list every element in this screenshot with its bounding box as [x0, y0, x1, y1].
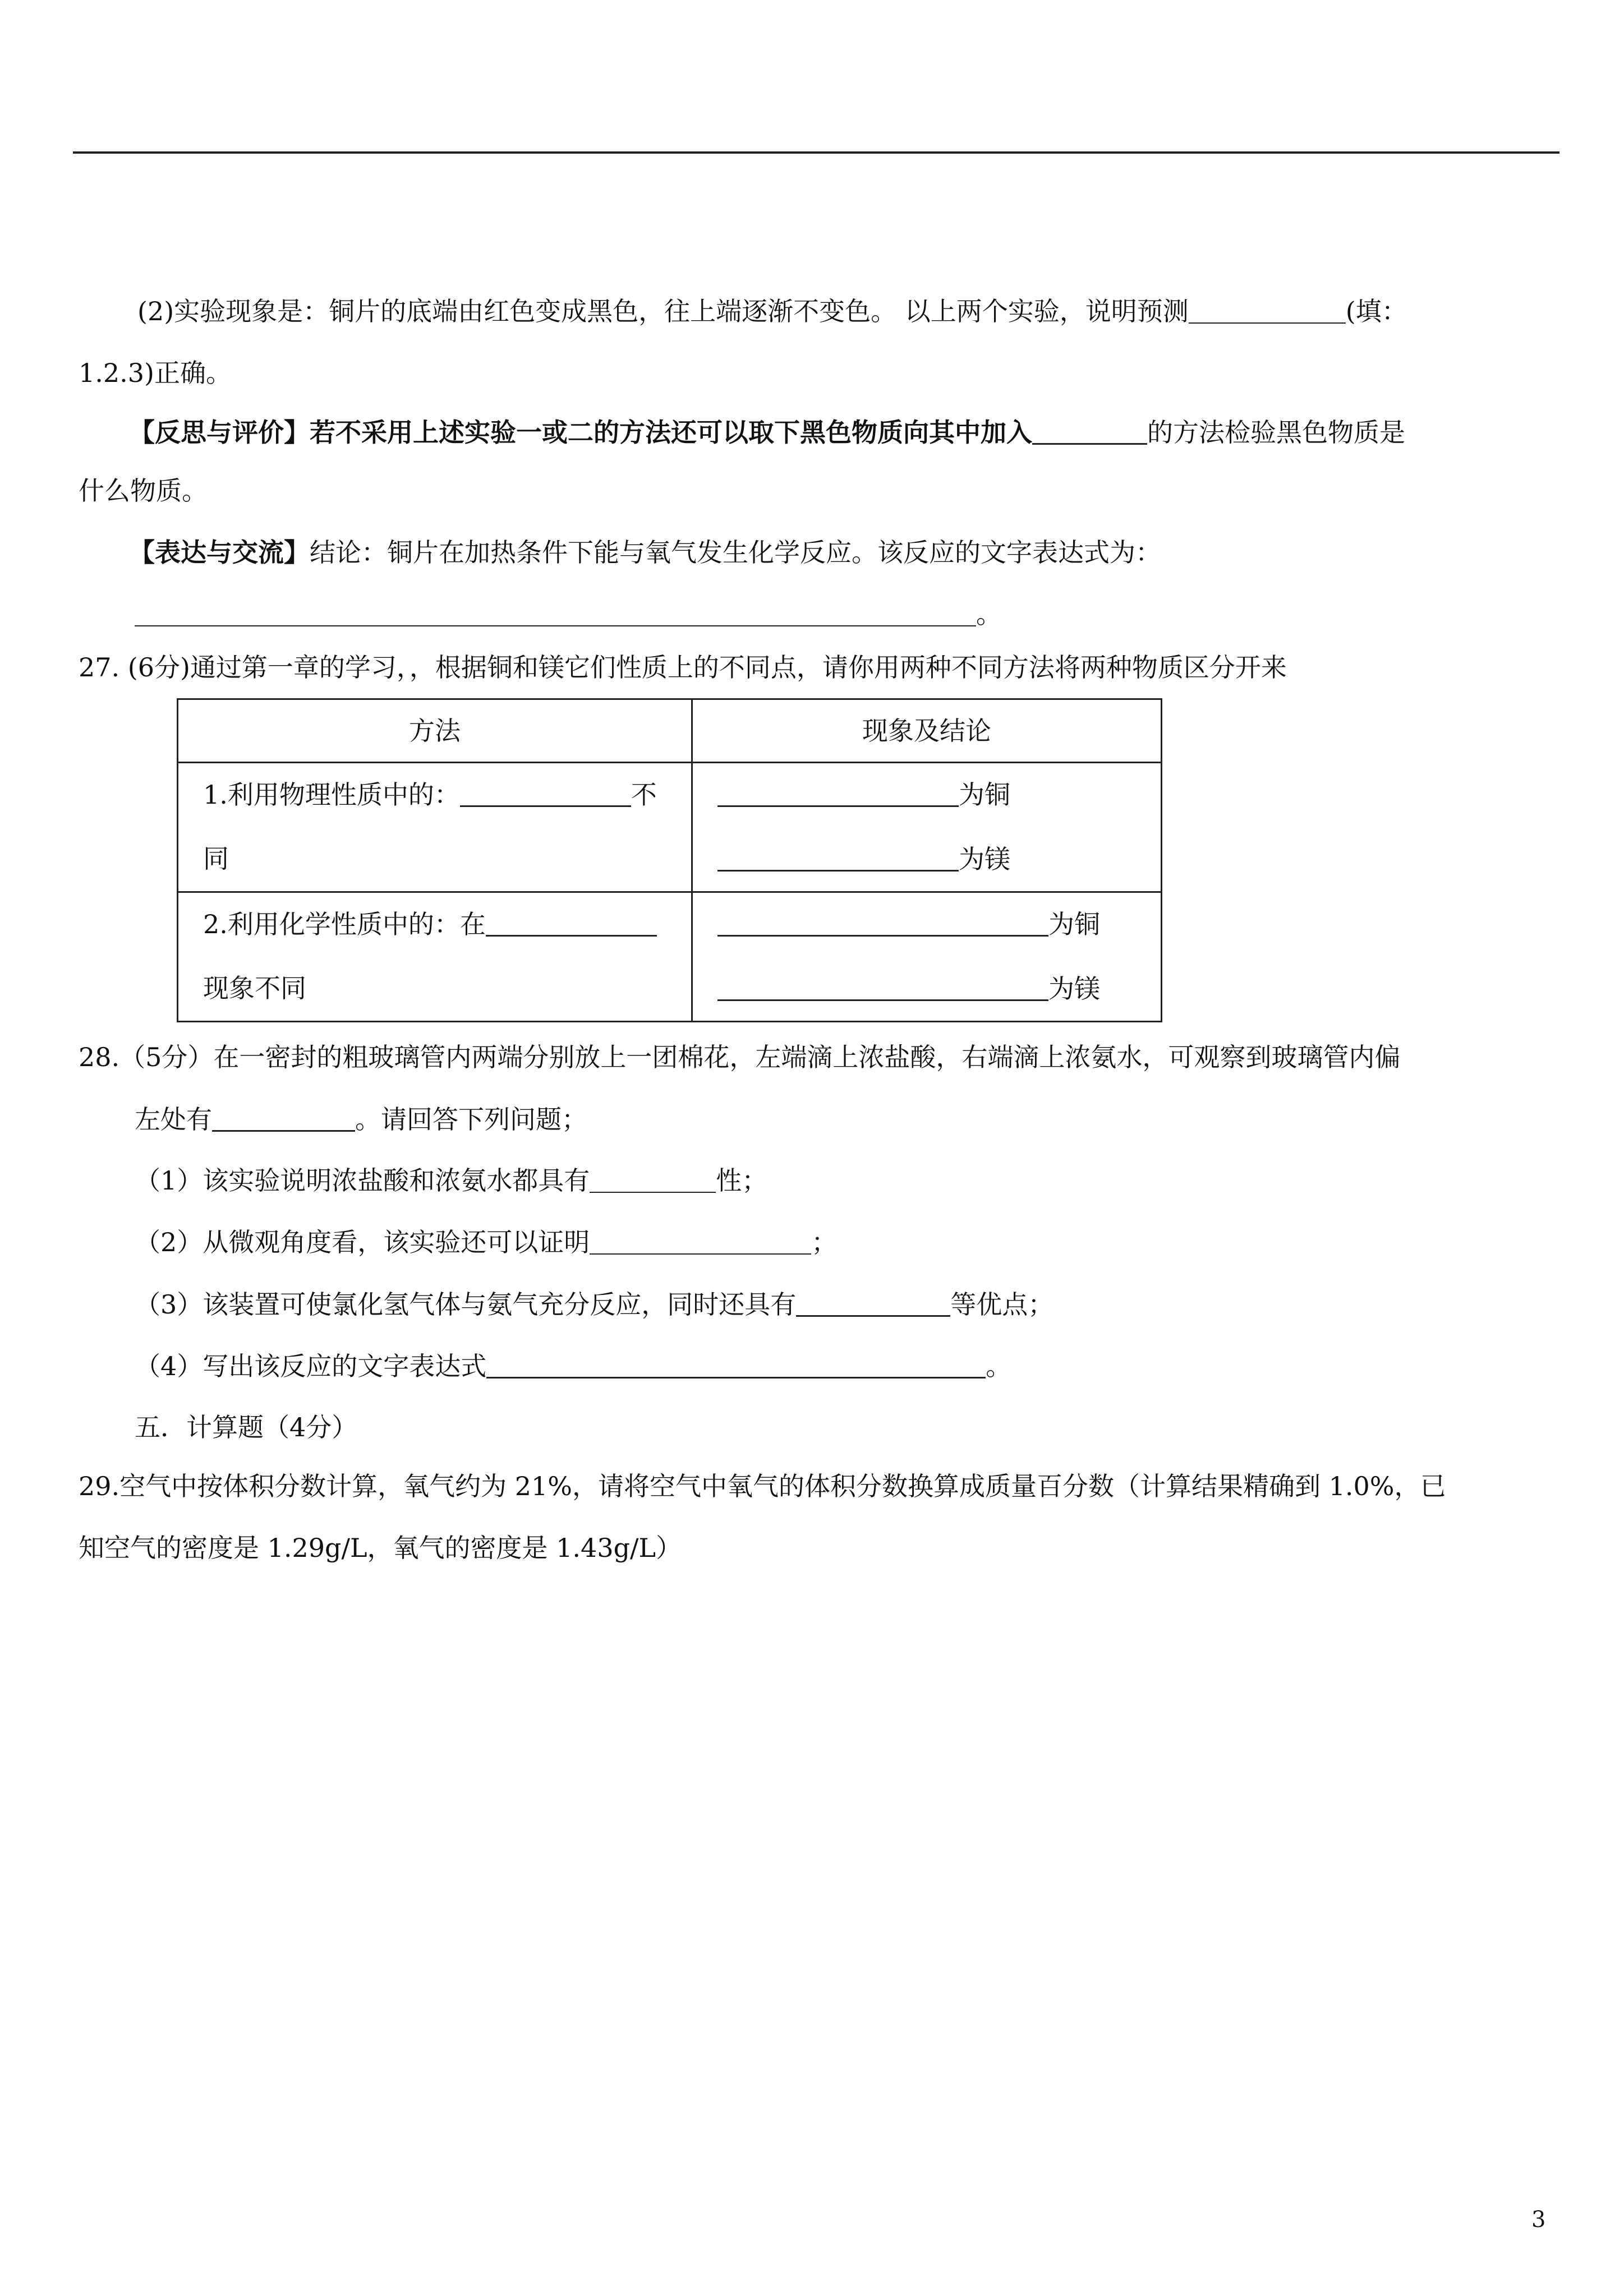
header-rule — [73, 151, 1559, 154]
question-29: 29.空气中按体积分数计算，氧气约为 21%，请将空气中氧气的体积分数换算成质量百分数（计算结果精确到 1.0%，已 — [79, 1471, 1446, 1501]
q28-sub-1 — [135, 1164, 767, 1197]
question-29-line2: 知空气的密度是 1.29g/L，氧气的密度是 1.43g/L） — [79, 1533, 682, 1563]
reaction-expression-blank[interactable] — [486, 1349, 986, 1378]
advantage-blank[interactable] — [796, 1287, 950, 1317]
chemical-method-text: 2.利用化学性质中的：在 — [203, 909, 486, 939]
magnesium-result-blank-2[interactable] — [717, 971, 1048, 1001]
method-table — [177, 698, 1162, 1022]
table-header-result: 现象及结论 — [692, 699, 1162, 763]
q28-sub-1-tail: 性； — [716, 1165, 768, 1196]
micro-proof-blank[interactable] — [590, 1225, 811, 1255]
expression-end: 。 — [976, 599, 1002, 629]
chemical-property-blank[interactable] — [486, 907, 657, 937]
question-28-line2 — [135, 1102, 587, 1136]
expression-line — [129, 536, 1161, 569]
expression-answer-line — [135, 597, 1002, 631]
reflection-tail: 的方法检验黑色物质是 — [1147, 417, 1405, 448]
q28-prompt-text: 。请回答下列问题； — [355, 1104, 587, 1135]
chemical-method-wrap: 现象不同 — [203, 973, 306, 1003]
q28-sub-4-text: （4）写出该反应的文字表达式 — [135, 1351, 487, 1381]
copper-label-1: 为铜 — [959, 780, 1010, 810]
copper-result-blank-2[interactable] — [717, 907, 1048, 937]
q28-sub-3 — [135, 1287, 1053, 1321]
observation-blank[interactable] — [212, 1102, 355, 1132]
table-cell-physical-result — [692, 763, 1162, 892]
copper-result-blank-1[interactable] — [717, 777, 959, 807]
q28-sub-3-text: （3）该装置可使氯化氢气体与氨气充分反应，同时还具有 — [135, 1289, 797, 1320]
prediction-blank[interactable] — [1189, 294, 1346, 324]
physical-method-text: 1.利用物理性质中的： — [203, 780, 460, 810]
q28-sub-3-tail: 等优点； — [950, 1289, 1054, 1320]
reflection-line2: 什么物质。 — [79, 476, 208, 506]
q28-sub-2-tail: ； — [811, 1227, 838, 1257]
expression-label: 【表达与交流】 — [129, 537, 310, 568]
q28-sub-4 — [135, 1349, 1011, 1383]
table-cell-chemical — [178, 892, 692, 1022]
q28-observe-text: 左处有 — [135, 1104, 212, 1135]
magnesium-label-2: 为镁 — [1048, 974, 1100, 1004]
table-header-method: 方法 — [178, 699, 692, 763]
experiment-result-text: (2)实验现象是：铜片的底端由红色变成黑色，往上端逐渐不变色。 以上两个实验，说明预测 — [137, 296, 1189, 326]
reagent-blank[interactable] — [1032, 415, 1147, 445]
copper-label-2: 为铜 — [1048, 909, 1100, 939]
page-number: 3 — [1531, 2207, 1546, 2233]
section-calculation: 五．计算题（4分） — [135, 1412, 358, 1442]
expression-text: 结论：铜片在加热条件下能与氧气发生化学反应。该反应的文字表达式为： — [310, 537, 1161, 568]
magnesium-label-1: 为镁 — [959, 844, 1010, 874]
question-27: 27. (6分)通过第一章的学习，，根据铜和镁它们性质上的不同点，请你用两种不同方法将两种物质区分开来 — [79, 652, 1287, 683]
q28-sub-4-tail: 。 — [986, 1351, 1012, 1381]
physical-method-tail: 不 — [631, 780, 657, 810]
fill-hint-text: (填： — [1345, 296, 1407, 326]
fill-hint-options: 1.2.3)正确。 — [79, 358, 232, 388]
table-cell-physical — [178, 763, 692, 892]
q28-sub-2-text: （2）从微观角度看，该实验还可以证明 — [135, 1227, 590, 1257]
q28-sub-1-text: （1）该实验说明浓盐酸和浓氨水都具有 — [135, 1165, 590, 1196]
property-blank[interactable] — [590, 1164, 716, 1193]
magnesium-result-blank-1[interactable] — [717, 842, 959, 872]
reflection-line — [129, 415, 1405, 449]
word-equation-blank[interactable] — [135, 597, 976, 626]
physical-method-wrap: 同 — [203, 843, 229, 874]
q28-sub-2 — [135, 1225, 837, 1259]
reflection-label: 【反思与评价】 — [129, 417, 310, 448]
experiment-result-line — [137, 294, 1407, 328]
table-cell-chemical-result — [692, 892, 1162, 1022]
reflection-text: 若不采用上述实验一或二的方法还可以取下黑色物质向其中加入 — [310, 417, 1032, 448]
physical-property-blank[interactable] — [460, 777, 631, 807]
question-28: 28.（5分）在一密封的粗玻璃管内两端分别放上一团棉花，左端滴上浓盐酸，右端滴上浓氨水，可观察到玻璃管内偏 — [79, 1042, 1401, 1072]
